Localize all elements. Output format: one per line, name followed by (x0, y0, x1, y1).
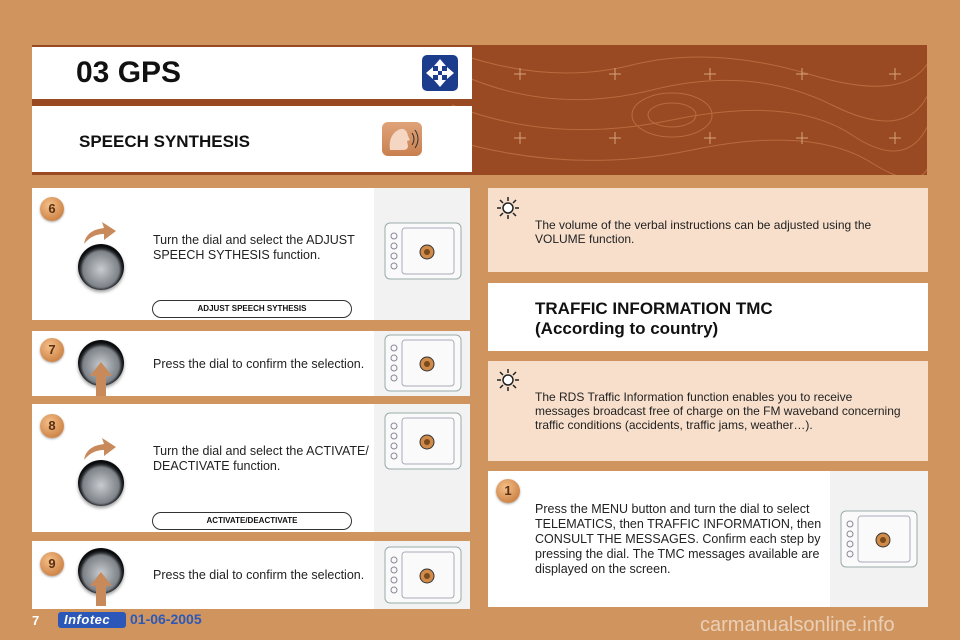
chapter-title: 03 GPS (76, 56, 182, 89)
step-8-number: 8 (40, 414, 64, 438)
step-8-text: Turn the dial and select the ACTIVATE/ DEACTIVATE function. (153, 444, 369, 473)
radio-unit-drawing (384, 412, 464, 472)
chapter-title-bar (32, 47, 472, 99)
radio-unit-drawing (840, 510, 920, 570)
traffic-title-panel (488, 283, 928, 351)
document-date: 01-06-2005 (130, 611, 202, 627)
step-7-number: 7 (40, 338, 64, 362)
step-6-text: Turn the dial and select the ADJUST SPEECH SYTHESIS function. (153, 233, 355, 262)
radio-unit-drawing (384, 222, 464, 282)
step-7-text: Press the dial to confirm the selection. (153, 357, 365, 371)
activate-deactivate-label: ACTIVATE/DEACTIVATE (152, 512, 352, 530)
press-arrow-icon (88, 360, 114, 398)
step-9-text: Press the dial to confirm the selection. (153, 568, 365, 582)
traffic-step-text: Press the MENU button and turn the dial to select TELEMATICS, then TRAFFIC INFORMATION, then CONSULT THE MESSAGES. Confirm each step by pressing the dial. The TMC messages available are displayed on the screen. (535, 502, 822, 576)
infotec-logo (58, 612, 126, 628)
volume-info-text: The volume of the verbal instructions can be adjusted using the VOLUME function. (535, 218, 872, 246)
navigation-cross-icon (422, 55, 458, 91)
radio-unit-drawing (384, 334, 464, 394)
infotec-logo-text: Infotec (64, 612, 111, 627)
adjust-speech-sythesis-label: ADJUST SPEECH SYTHESIS (152, 300, 352, 318)
step-9-number: 9 (40, 552, 64, 576)
section-title-bar (32, 106, 472, 172)
press-arrow-icon (88, 570, 114, 608)
traffic-step-number: 1 (496, 479, 520, 503)
step-6-number: 6 (40, 197, 64, 221)
traffic-info-text: The RDS Traffic Information function enables you to receive messages broadcast free of charge on the FM waveband concerning traffic conditions (accidents, traffic jams, weather…). (535, 390, 901, 432)
traffic-title-line2: (According to country) (535, 319, 719, 338)
speech-head-icon (382, 122, 422, 156)
section-title: SPEECH SYNTHESIS (79, 132, 250, 151)
tip-sun-icon (496, 196, 520, 220)
watermark: carmanualsonline.info (700, 614, 895, 636)
traffic-title-line1: TRAFFIC INFORMATION TMC (535, 299, 773, 318)
radio-unit-drawing (384, 546, 464, 606)
control-dial (78, 244, 124, 290)
control-dial (78, 460, 124, 506)
tip-sun-icon (496, 368, 520, 392)
page-number: 7 (32, 613, 40, 628)
